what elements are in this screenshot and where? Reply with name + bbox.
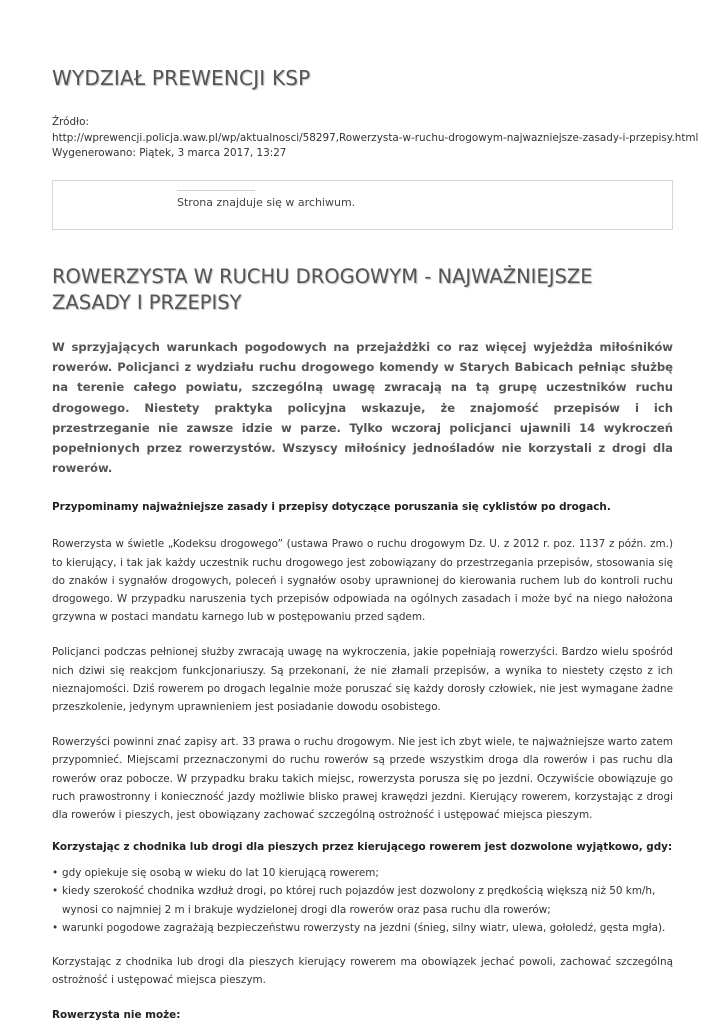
subhead-reminder: Przypominamy najważniejsze zasady i przepisy dotyczące poruszania się cyklistów po drogach. (52, 501, 611, 514)
archive-notice: Strona znajduje się w archiwum. (177, 196, 356, 209)
article-lead: W sprzyjających warunkach pogodowych na przejażdżki co raz więcej wyjeżdża miłośników rowerów. Policjanci z wydziału ruchu drogowego komendy w Starych Babicach pełniąc służbę na terenie całego powiatu, szczególną uwagę zwracają na tą grupę uczestników ruchu drogowego. Niestety praktyka policyjna wskazuje, że znajomość przepisów i ich przestrzeganie nie zawsze idzie w parze. Tylko wczoraj policjanci ujawnili 14 wykroczeń popełnionych przez rowerzystów. Wszyscy miłośnicy jednośladów nie korzystali z drogi dla rowerów. (52, 340, 673, 476)
archive-divider (177, 190, 255, 191)
paragraph-2: Policjanci podczas pełnionej służby zwracają uwagę na wykroczenia, jakie popełniają rowerzyści. Bardzo wielu spośród nich dziwi się reakcjom funkcjonariuszy. Są przekonani, że nie złamali przepisów, a wynika to niestety często z ich nieznajomości. Dziś rowerem po drogach legalnie może poruszać się każdy dorosły człowiek, nie jest wymagane żadne przeszkolenie, jedynym uprawnieniem jest posiadanie dowodu osobistego. (52, 646, 673, 714)
source-label: Źródło: (52, 116, 89, 128)
article-body (52, 337, 673, 1024)
article-title: ROWERZYSTA W RUCHU DROGOWYM - NAJWAŻNIEJSZE ZASADY I PRZEPISY (52, 265, 593, 314)
site-title: WYDZIAŁ PREWENCJI KSP (52, 66, 311, 90)
list-item: • gdy opiekuje się osobą w wieku do lat 10 kierującą rowerem; (52, 864, 673, 882)
list-item: • kiedy szerokość chodnika wzdłuż drogi, po której ruch pojazdów jest dozwolony z prędkością większą niż 50 km/h, wynosi co najmniej 2 m i brakuje wydzielonej drogi dla rowerów oraz pasa ruchu dla rowerów; (52, 882, 673, 918)
list-item: • warunki pogodowe zagrażają bezpieczeństwu rowerzysty na jezdni (śnieg, silny wiatr, ulewa, gołoledź, gęsta mgła). (52, 919, 673, 937)
source-meta (52, 115, 699, 162)
paragraph-4: Korzystając z chodnika lub drogi dla pieszych kierujący rowerem ma obowiązek jechać powoli, zachować szczególną ostrożność i ustępować miejsca pieszym. (52, 956, 673, 987)
generated-date: Wygenerowano: Piątek, 3 marca 2017, 13:27 (52, 147, 287, 159)
source-url: http://wprewencji.policja.waw.pl/wp/aktualnosci/58297,Rowerzysta-w-ruchu-drogowym-najwazniejsze-zasady-i-przepisy.html (52, 131, 699, 144)
sidewalk-exceptions-list (52, 864, 673, 937)
subhead-cannot: Rowerzysta nie może: (52, 1009, 181, 1022)
paragraph-1: Rowerzysta w świetle „Kodeksu drogowego” (ustawa Prawo o ruchu drogowym Dz. U. z 2012 r. poz. 1137 z późn. zm.) to kierujący, i tak jak każdy uczestnik ruchu drogowego jest zobowiązany do przestrzegania przepisów, stosowania się do znaków i sygnałów drogowych, poleceń i sygnałów osoby uprawnionej do kierowania ruchem lub do kontroli ruchu drogowego. W przypadku naruszenia tych przepisów odpowiada na ogólnych zasadach i może być na niego nałożona grzywna w postaci mandatu karnego lub w postępowaniu przed sądem. (52, 538, 673, 624)
subhead-sidewalk: Korzystając z chodnika lub drogi dla pieszych przez kierującego rowerem jest dozwolone wyjątkowo, gdy: (52, 841, 673, 854)
paragraph-3: Rowerzyści powinni znać zapisy art. 33 prawa o ruchu drogowym. Nie jest ich zbyt wiele, te najważniejsze warto zatem przypomnieć. Miejscami przeznaczonymi do ruchu rowerów są przede wszystkim droga dla rowerów i pas ruchu dla rowerów oraz pobocze. W przypadku braku takich miejsc, rowerzysta porusza się po jezdni. Oczywiście obowiązuje go ruch prawostronny i konieczność jazdy możliwie blisko prawej krawędzi jezdni. Kierujący rowerem, korzystając z drogi dla rowerów i pieszych, jest obowiązany zachować szczególną ostrożność i ustępować miejsca pieszym. (52, 736, 673, 822)
archive-notice-box (52, 180, 673, 230)
